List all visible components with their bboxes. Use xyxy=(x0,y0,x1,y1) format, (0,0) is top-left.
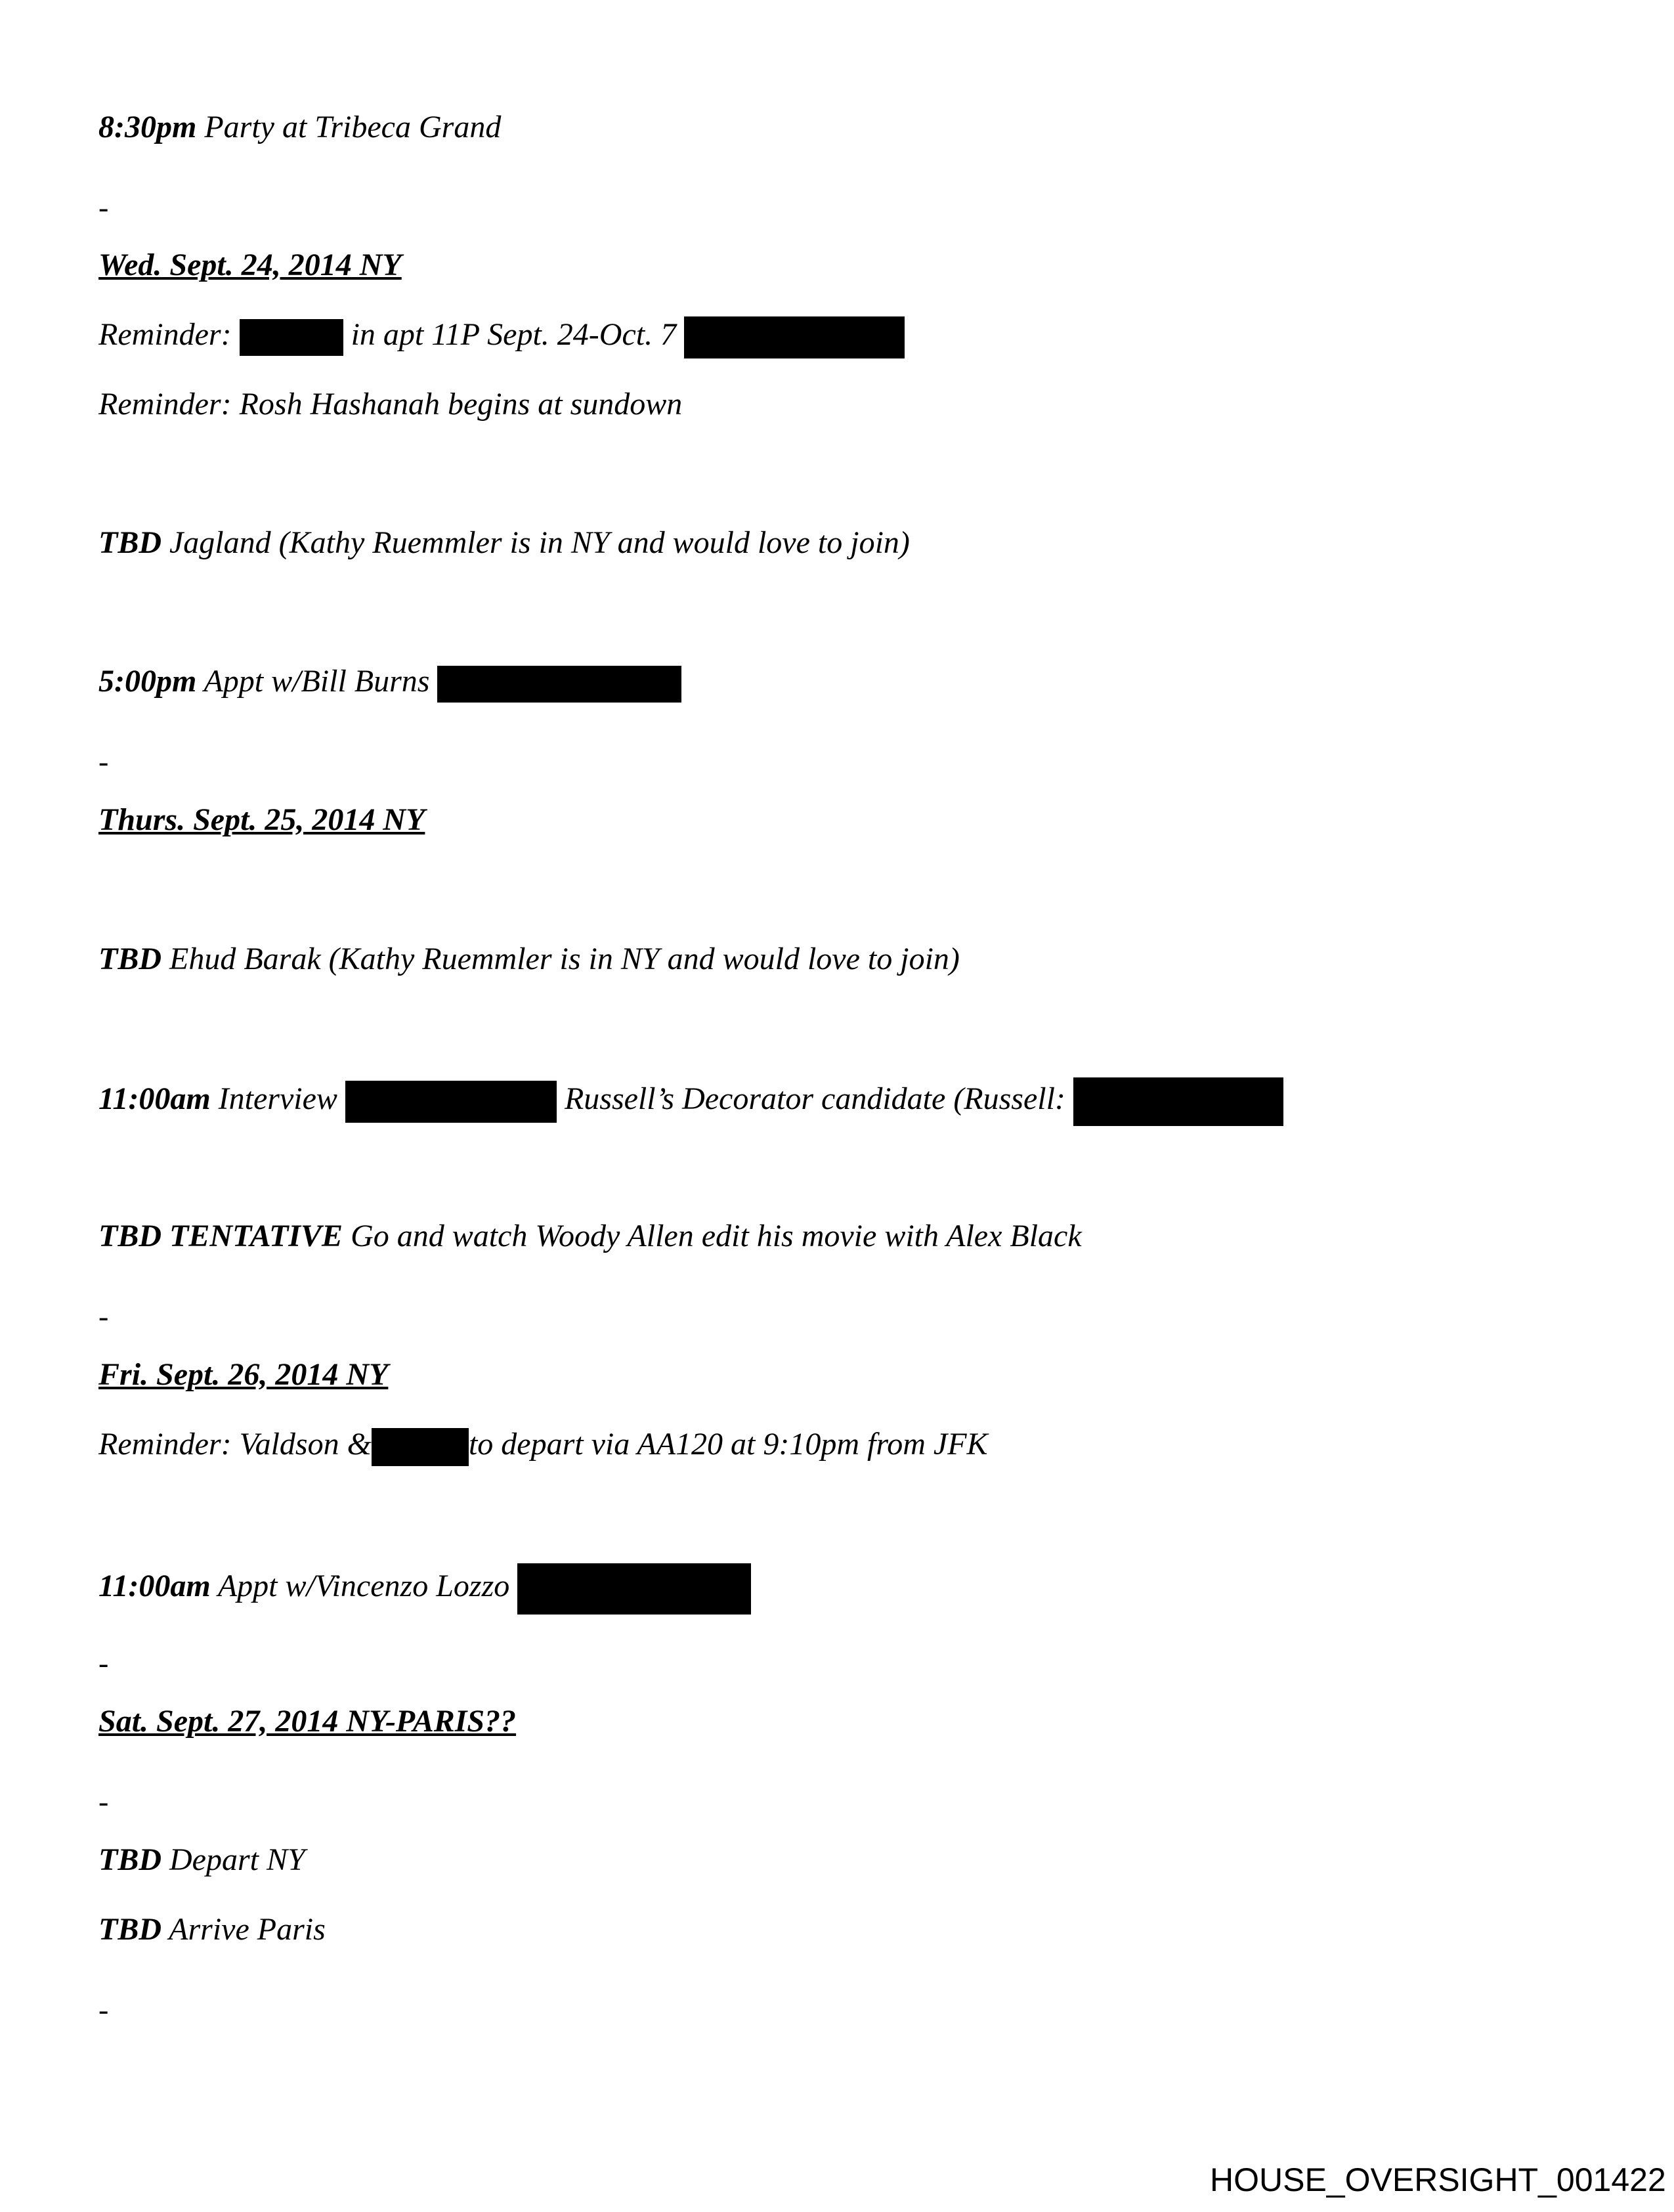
separator-dash: - xyxy=(98,190,109,224)
reminder-label: Reminder: xyxy=(98,317,232,352)
entry-interview xyxy=(98,1077,1283,1126)
entry-time: 11:00am xyxy=(98,1569,211,1604)
entry-time: 8:30pm xyxy=(98,110,197,144)
date-heading-sat: Sat. Sept. 27, 2014 NY-PARIS?? xyxy=(98,1704,517,1739)
entry-time: TBD xyxy=(98,1842,161,1877)
separator-dash: - xyxy=(98,1993,109,2026)
entry-text: Go and watch Woody Allen edit his movie with Alex Black xyxy=(351,1219,1082,1253)
redaction-box xyxy=(372,1428,469,1466)
entry-time: 11:00am xyxy=(98,1081,211,1117)
separator-dash: - xyxy=(98,1646,109,1680)
entry-text: Interview xyxy=(218,1081,337,1117)
entry-time: TBD xyxy=(98,942,161,976)
entry-party xyxy=(98,108,501,147)
entry-text: Arrive Paris xyxy=(169,1912,326,1947)
entry-text: Appt w/Vincenzo Lozzo xyxy=(217,1569,510,1604)
reminder-apt xyxy=(98,315,905,358)
reminder-text: Reminder: Valdson & xyxy=(98,1427,372,1462)
separator-dash: - xyxy=(98,1785,109,1818)
redaction-box xyxy=(240,319,343,356)
entry-barak xyxy=(98,940,960,979)
entry-text: Russell’s Decorator candidate (Russell: xyxy=(564,1081,1065,1117)
date-heading-thu: Thurs. Sept. 25, 2014 NY xyxy=(98,802,425,837)
redaction-box xyxy=(684,316,905,358)
date-heading-fri: Fri. Sept. 26, 2014 NY xyxy=(98,1357,389,1392)
entry-lozzo xyxy=(98,1563,751,1615)
entry-text: Ehud Barak (Kathy Ruemmler is in NY and would love to join) xyxy=(169,942,960,976)
reminder-text: to depart via AA120 at 9:10pm from JFK xyxy=(468,1427,988,1462)
reminder-flight xyxy=(98,1425,988,1466)
entry-text: Depart NY xyxy=(169,1842,305,1877)
entry-text: Appt w/Bill Burns xyxy=(204,664,430,699)
reminder-text: in apt 11P Sept. 24-Oct. 7 xyxy=(351,317,677,352)
separator-dash: - xyxy=(98,1299,109,1333)
entry-burns xyxy=(98,662,681,703)
entry-time: 5:00pm xyxy=(98,664,197,699)
separator-dash: - xyxy=(98,745,109,778)
entry-text: Jagland (Kathy Ruemmler is in NY and would love to join) xyxy=(169,525,910,560)
redaction-box xyxy=(437,666,681,703)
entry-woody-allen xyxy=(98,1217,1082,1256)
redaction-box xyxy=(345,1081,557,1123)
entry-time: TBD xyxy=(98,1912,161,1947)
entry-text: Party at Tribeca Grand xyxy=(204,110,502,144)
entry-depart xyxy=(98,1840,305,1880)
redaction-box xyxy=(517,1563,751,1615)
entry-jagland xyxy=(98,523,910,563)
bates-number: HOUSE_OVERSIGHT_001422 xyxy=(1210,2161,1666,2198)
entry-time: TBD xyxy=(98,525,161,560)
entry-arrive xyxy=(98,1910,326,1949)
date-heading-wed: Wed. Sept. 24, 2014 NY xyxy=(98,248,402,282)
reminder-rosh-hashanah: Reminder: Rosh Hashanah begins at sundown xyxy=(98,387,683,422)
entry-time: TBD TENTATIVE xyxy=(98,1219,343,1253)
redaction-box xyxy=(1073,1077,1283,1126)
